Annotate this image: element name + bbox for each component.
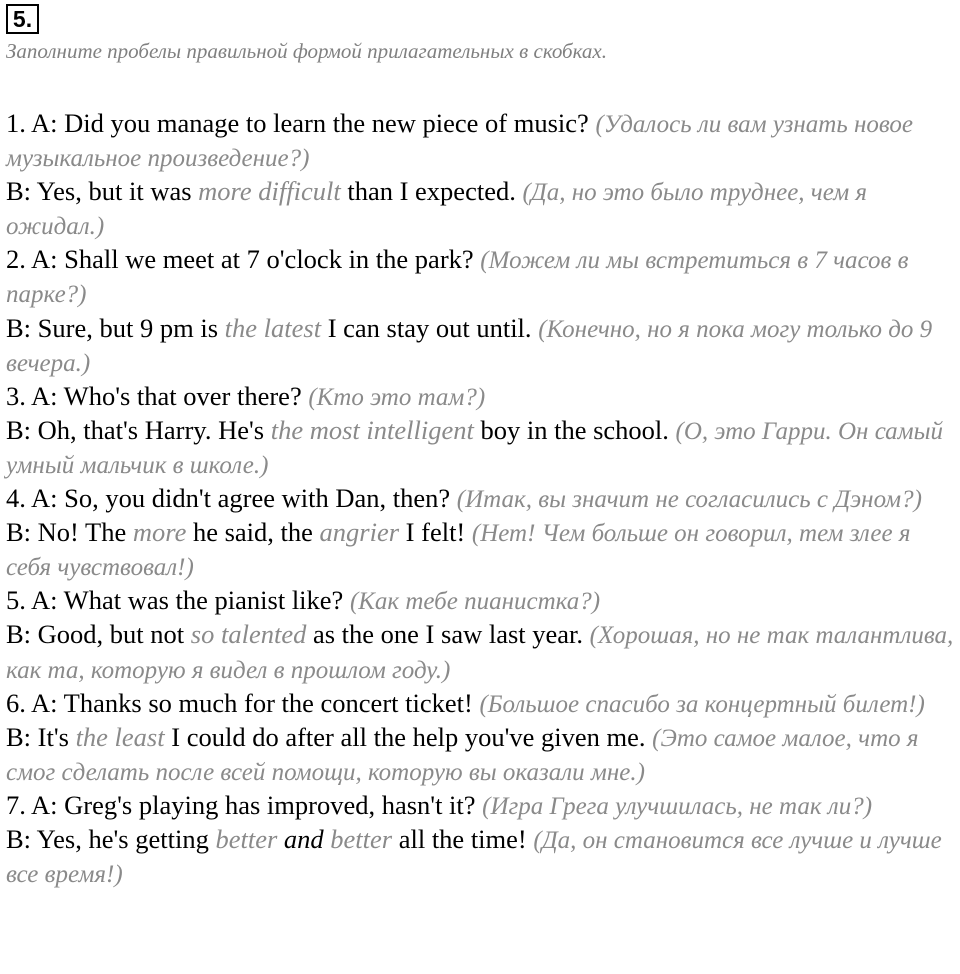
answer-text: better bbox=[330, 823, 393, 854]
english-text: B: No! The bbox=[6, 517, 133, 548]
translation-text: (Игра Грега улучшилась, не так ли?) bbox=[482, 792, 873, 820]
english-text: 4. A: So, you didn't agree with Dan, then? bbox=[6, 483, 457, 514]
english-text: I can stay out until. bbox=[321, 312, 539, 343]
dialogue-line bbox=[6, 584, 956, 618]
answer-text: angrier bbox=[319, 517, 400, 548]
english-text: boy in the school. bbox=[473, 414, 676, 445]
dialogue-line bbox=[6, 618, 956, 686]
dialogue-line bbox=[6, 414, 956, 482]
dialogue-line bbox=[6, 380, 956, 414]
dialogue-list bbox=[6, 107, 956, 891]
translation-text: (Итак, вы значит не согласились с Дэном?) bbox=[456, 486, 922, 514]
translation-text: (Да, он становится все лучше и лучше все время!) bbox=[6, 826, 942, 889]
answer-text: the least bbox=[75, 721, 165, 752]
english-text: B: It's bbox=[6, 721, 76, 752]
dialogue-line bbox=[6, 789, 956, 823]
translation-text: (Можем ли мы встретиться в 7 часов в парке?) bbox=[6, 247, 909, 309]
answer-text: more bbox=[132, 517, 187, 548]
dialogue-line bbox=[6, 516, 956, 584]
english-text: B: Oh, that's Harry. He's bbox=[6, 414, 271, 445]
english-text: 7. A: Greg's playing has improved, hasn't it? bbox=[6, 789, 483, 820]
translation-text: (Кто это там?) bbox=[308, 383, 486, 411]
english-text: B: Yes, but it was bbox=[6, 176, 199, 207]
translation-text: (Это самое малое, что я смог сделать после всей помощи, которую вы оказали мне.) bbox=[6, 724, 919, 786]
dialogue-line bbox=[6, 482, 956, 516]
translation-text: (Как тебе пианистка?) bbox=[349, 588, 601, 616]
english-text: he said, the bbox=[186, 517, 320, 548]
exercise-number: 5. bbox=[6, 4, 39, 34]
translation-text: (Хорошая, но не так талантлива, как та, которую я видел в прошлом году.) bbox=[6, 622, 954, 684]
dialogue-line bbox=[6, 823, 956, 891]
english-text: B: Sure, but 9 pm is bbox=[6, 312, 225, 343]
answer-text: the latest bbox=[224, 312, 322, 343]
translation-text: (Большое спасибо за концертный билет!) bbox=[479, 690, 925, 718]
english-text: than I expected. bbox=[340, 176, 523, 207]
english-text: B: Good, but not bbox=[6, 619, 191, 650]
translation-text: (Нет! Чем больше он говорил, тем злее я себя чувствовал!) bbox=[6, 520, 911, 582]
translation-text: (Да, но это было труднее, чем я ожидал.) bbox=[6, 179, 868, 241]
translation-text: (Удалось ли вам узнать новое музыкальное произведение?) bbox=[6, 111, 914, 173]
english-text: 1. A: Did you manage to learn the new piece of music? bbox=[6, 108, 596, 138]
answer-text: better bbox=[215, 823, 278, 854]
english-text: I felt! bbox=[399, 517, 472, 548]
dialogue-line bbox=[6, 107, 956, 175]
english-text: B: Yes, he's getting bbox=[6, 823, 216, 854]
english-text: 3. A: Who's that over there? bbox=[6, 380, 309, 411]
english-text: 2. A: Shall we meet at 7 o'clock in the park? bbox=[6, 244, 481, 275]
answer-text: more difficult bbox=[198, 176, 341, 207]
english-text: 5. A: What was the pianist like? bbox=[6, 585, 350, 616]
translation-text: (О, это Гарри. Он самый умный мальчик в школе.) bbox=[6, 417, 944, 479]
dialogue-line bbox=[6, 312, 956, 380]
answer-text: the most intelligent bbox=[270, 414, 474, 445]
exercise-instruction: Заполните пробелы правильной формой прилагательных в скобках. bbox=[6, 39, 607, 63]
connector-text: and bbox=[277, 823, 331, 854]
dialogue-line bbox=[6, 721, 956, 789]
english-text: 6. A: Thanks so much for the concert ticket! bbox=[6, 687, 480, 718]
english-text: as the one I saw last year. bbox=[306, 619, 590, 650]
english-text: I could do after all the help you've given me. bbox=[164, 721, 653, 752]
answer-text: so talented bbox=[190, 619, 307, 650]
dialogue-line bbox=[6, 175, 956, 243]
dialogue-line bbox=[6, 243, 956, 311]
translation-text: (Конечно, но я пока могу только до 9 вечера.) bbox=[6, 315, 933, 377]
dialogue-line bbox=[6, 687, 956, 721]
english-text: all the time! bbox=[392, 823, 534, 854]
